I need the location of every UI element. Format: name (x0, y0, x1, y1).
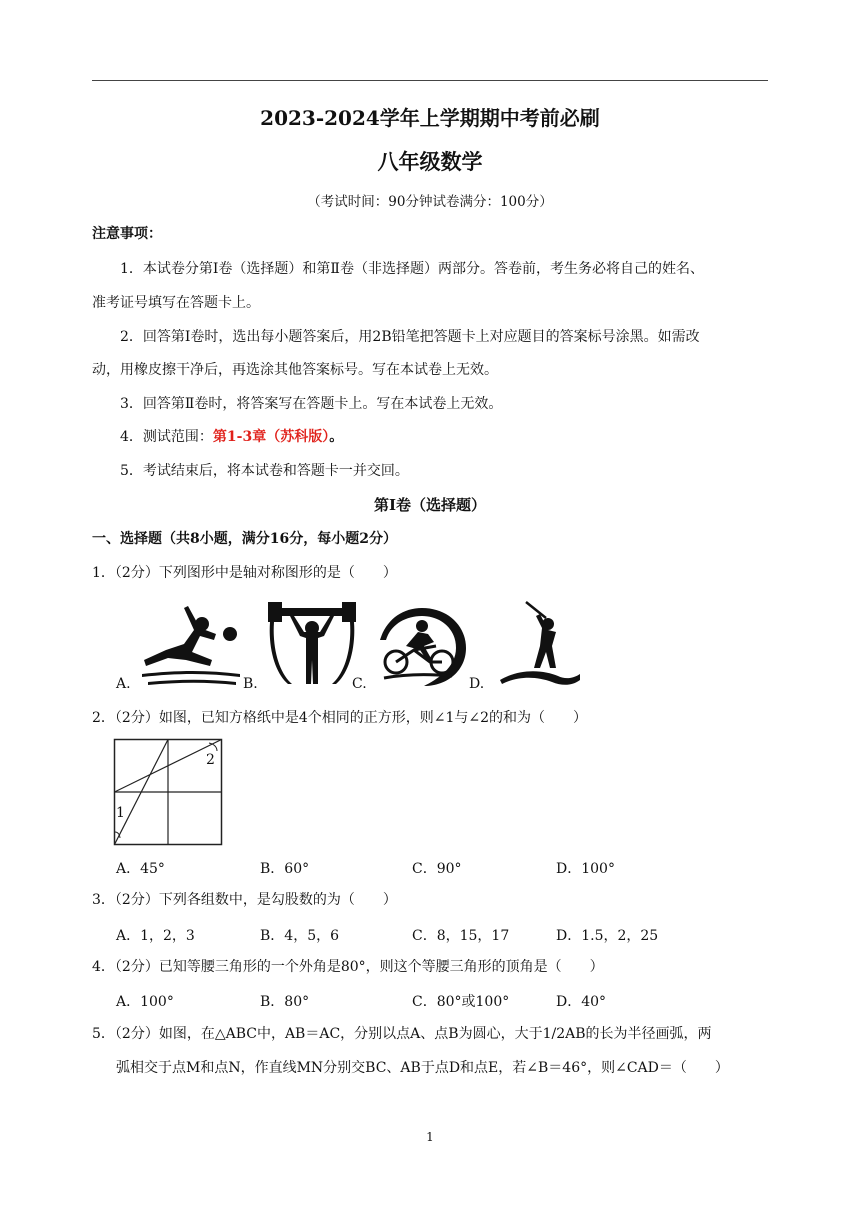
header-rule (92, 80, 768, 81)
note-4-scope: 第1-3章（苏科版） (212, 429, 330, 445)
note-1-line-1: 1．本试卷分第Ⅰ卷（选择题）和第Ⅱ卷（非选择题）两部分。答卷前，考生务必将自己的姓名、 (120, 261, 704, 277)
golfer-icon (496, 598, 584, 690)
note-2-line-1: 2．回答第Ⅰ卷时，选出每小题答案后，用2B铅笔把答题卡上对应题目的答案标号涂黑。如需改 (120, 329, 700, 345)
exam-title: 2023-2024学年上学期期中考前必刷 (260, 106, 600, 130)
q1-label-b: B. (243, 676, 258, 692)
q3-option-b: B．4，5，6 (260, 928, 340, 944)
q4-option-c: C．80°或100° (412, 994, 510, 1010)
exam-subject: 八年级数学 (377, 149, 483, 174)
q3-option-a: A．1，2，3 (116, 928, 195, 944)
page-number: 1 (426, 1130, 434, 1144)
angle-1-label: 1 (116, 805, 125, 821)
q3-option-d: D．1.5，2，25 (556, 928, 659, 944)
q4-option-a: A．100° (116, 994, 174, 1010)
q2-option-d: D．100° (556, 861, 615, 877)
section-heading: 一、选择题（共8小题，满分16分，每小题2分） (92, 531, 397, 547)
q1-label-d: D. (469, 676, 485, 692)
note-1-line-2: 准考证号填写在答题卡上。 (92, 295, 260, 311)
weightlifter-icon (266, 600, 358, 688)
q1-stem: 1．（2分）下列图形中是轴对称图形的是（ ） (92, 565, 397, 581)
note-3: 3．回答第Ⅱ卷时，将答案写在答题卡上。写在本试卷上无效。 (120, 396, 503, 412)
q1-label-c: C. (352, 676, 367, 692)
q2-option-c: C．90° (412, 861, 462, 877)
note-4 (120, 427, 343, 447)
q5-line-1: 5．（2分）如图，在△ABC中，AB＝AC，分别以点A、点B为圆心，大于1/2AB的长为半径画弧，两 (92, 1026, 712, 1042)
part-title: 第Ⅰ卷（选择题） (373, 496, 487, 514)
q2-option-b: B．60° (260, 861, 310, 877)
q4-option-b: B．80° (260, 994, 310, 1010)
volleyball-player-icon (138, 600, 242, 688)
q5-line-2: 弧相交于点M和点N，作直线MN分别交BC、AB于点D和点E，若∠B＝46°，则∠CAD＝（ ） (116, 1060, 729, 1076)
note-4-prefix: 4．测试范围： (120, 429, 213, 445)
cyclist-icon (376, 604, 468, 688)
q3-stem: 3．（2分）下列各组数中，是勾股数的为（ ） (92, 892, 397, 908)
notes-heading: 注意事项： (92, 226, 162, 242)
note-4-end: 。 (329, 429, 344, 445)
note-2-line-2: 动，用橡皮擦干净后，再选涂其他答案标号。写在本试卷上无效。 (92, 362, 498, 378)
exam-info: （考试时间：90分钟试卷满分：100分） (307, 194, 553, 210)
q3-option-c: C．8，15，17 (412, 928, 510, 944)
q1-label-a: A. (116, 676, 131, 692)
note-5: 5．考试结束后，将本试卷和答题卡一并交回。 (120, 463, 409, 479)
q4-option-d: D．40° (556, 994, 607, 1010)
q2-stem: 2．（2分）如图，已知方格纸中是4个相同的正方形，则∠1与∠2的和为（ ） (92, 710, 587, 726)
angle-2-label: 2 (206, 752, 215, 768)
q2-option-a: A．45° (116, 861, 165, 877)
q4-stem: 4．（2分）已知等腰三角形的一个外角是80°，则这个等腰三角形的顶角是（ ） (92, 959, 604, 975)
